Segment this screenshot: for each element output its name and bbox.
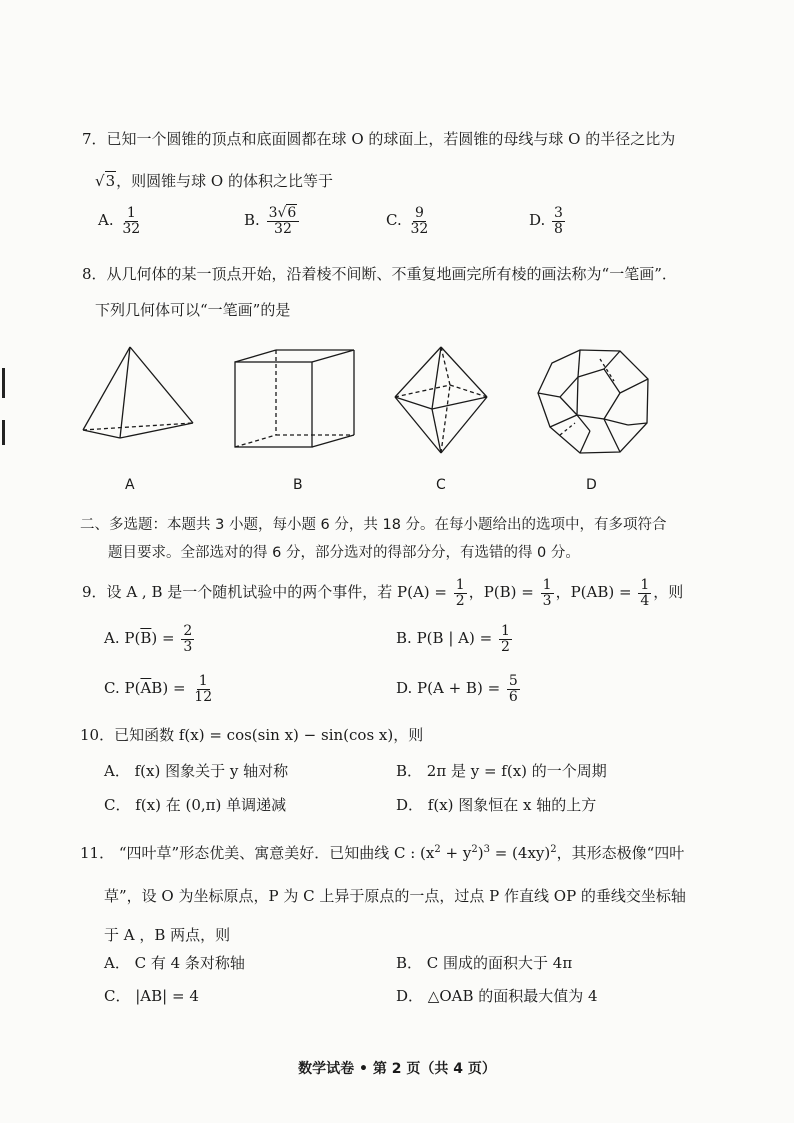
q8-line1: 8．从几何体的某一顶点开始，沿着棱不间断、不重复地画完所有棱的画法称为“一笔画”． — [82, 265, 677, 283]
q8-line2: 下列几何体可以“一笔画”的是 — [95, 301, 291, 319]
q11-option-b[interactable]: B． C 围成的面积大于 4π — [396, 954, 573, 972]
figure-label-c: C — [436, 477, 446, 493]
q11-option-c[interactable]: C． |AB| = 4 — [104, 987, 199, 1005]
q10-stem: 10．已知函数 f(x) = cos(sin x) − sin(cos x)，则 — [80, 726, 424, 744]
figure-label-b: B — [293, 477, 303, 493]
q9-stem: 9．设 A , B 是一个随机试验中的两个事件，若 P(A) = $\frac{1}{2}$ ，P(B) = $\frac{1}{3}$ ，P(AB) = $\frac{1}{4}$ ，则 — [82, 577, 684, 609]
q9-option-c[interactable]: C. $P(\overline{A}B)$ = $\frac{1}{12}$ — [104, 673, 213, 705]
q10-option-a[interactable]: A． f(x) 图象关于 y 轴对称 — [104, 762, 289, 780]
q11-line1: 11． “四叶草”形态优美、寓意美好．已知曲线 C : $(x^2 + y^2)^3 = (4xy)^2$，其形态极像“四叶 — [80, 844, 685, 862]
q7-option-d[interactable]: D. $\frac{3}{8}$ — [529, 205, 563, 237]
q10-option-d[interactable]: D． f(x) 图象恒在 x 轴的上方 — [396, 796, 597, 814]
section-2-instructions: 题目要求。全部选对的得 6 分，部分选对的得部分分，有选错的得 0 分。 — [108, 545, 580, 561]
q11-line3: 于 A ，B 两点，则 — [104, 926, 231, 944]
figure-b-cube — [235, 350, 354, 447]
q7-option-a[interactable]: A. $\frac{1}{32}$ — [98, 205, 141, 237]
section-2-heading: 二、多选题：本题共 3 小题，每小题 6 分，共 18 分。在每小题给出的选项中，有多项符合 — [80, 517, 667, 533]
q7-line2 — [95, 170, 333, 191]
q11-line2: 草”，设 O 为坐标原点，P 为 C 上异于原点的一点，过点 P 作直线 OP 的垂线交坐标轴 — [104, 887, 686, 905]
q9-option-d[interactable]: D. P(A + B) = $\frac{5}{6}$ — [396, 673, 518, 705]
figure-d-dodecahedron — [538, 350, 648, 453]
figure-label-a: A — [125, 477, 135, 493]
q11-option-a[interactable]: A． C 有 4 条对称轴 — [104, 954, 245, 972]
q9-option-a[interactable]: A. $P(\overline{B})$ = $\frac{2}{3}$ — [104, 623, 193, 655]
q11-option-d[interactable]: D． △OAB 的面积最大值为 4 — [396, 987, 598, 1005]
figure-label-d: D — [586, 477, 597, 493]
figure-c-octahedron — [395, 347, 487, 453]
q7-number: 7． — [82, 130, 107, 148]
figure-a-tetrahedron — [83, 347, 193, 438]
q7-line1 — [82, 128, 675, 149]
q9-option-b[interactable]: B. P(B | A) = $\frac{1}{2}$ — [396, 623, 510, 655]
q7-option-c[interactable]: C. $\frac{9}{32}$ — [386, 205, 429, 237]
q7-option-b[interactable]: B. $\frac{3√6}{32}$ — [244, 206, 301, 236]
q7-stem-line1: 已知一个圆锥的顶点和底面圆都在球 O 的球面上，若圆锥的母线与球 O 的半径之比为 — [106, 130, 676, 148]
page-footer: 数学试卷 • 第 2 页（共 4 页） — [298, 1061, 496, 1077]
q10-option-c[interactable]: C． f(x) 在 (0,π) 单调递减 — [104, 796, 287, 814]
q8-figures — [0, 335, 794, 495]
q7-stem-line2: ，则圆锥与球 O 的体积之比等于 — [116, 172, 333, 190]
q10-option-b[interactable]: B． 2π 是 y = f(x) 的一个周期 — [396, 762, 607, 780]
q7-sqrt3: √3 — [95, 172, 116, 190]
